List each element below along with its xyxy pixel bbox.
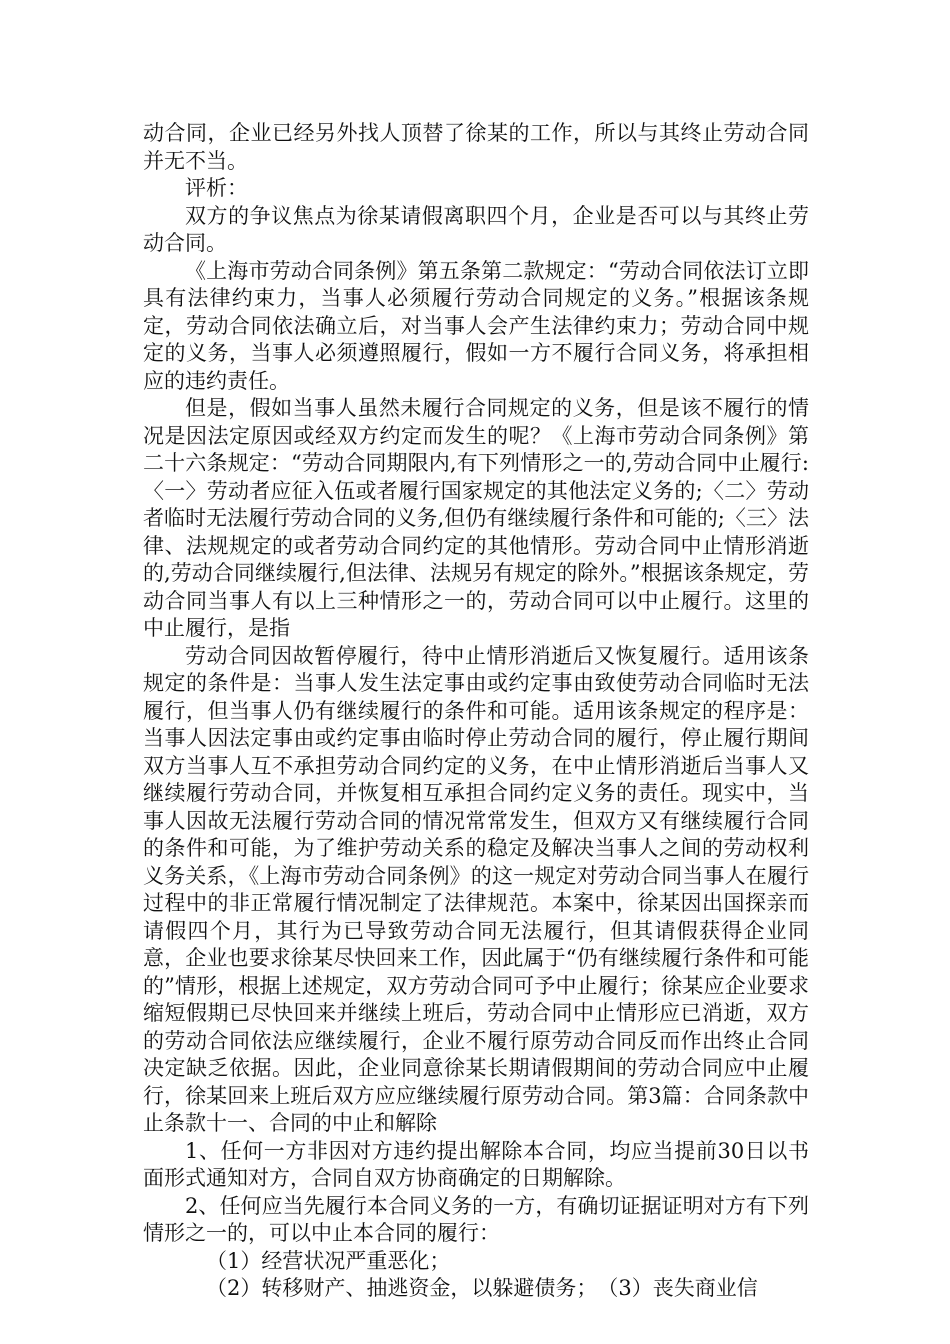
- paragraph-dispute-focus: 双方的争议焦点为徐某请假离职四个月，企业是否可以与其终止劳动合同。: [143, 203, 809, 255]
- paragraph-list-item-two: （2）转移财产、抽逃资金，以躲避债务； （3）丧失商业信: [206, 1276, 758, 1300]
- paragraph-analysis-heading: 评析：: [185, 176, 248, 200]
- paragraph-list-item-one: （1）经营状况严重恶化；: [206, 1248, 451, 1273]
- paragraph-suspension-explanation: 劳动合同因故暂停履行，待中止情形消逝后又恢复履行。适用该条规定的条件是：当事人发生法定事由或约定事由致使劳动合同临时无法履行，但当事人仍有继续履行的条件和可能。适用该条规定的程序是：当事人因法定事由或约定事由临时停止劳动合同的履行，停止履行期间双方当事人互不承担劳动合同约定的义务，在中止情形消逝后当事人又继续履行劳动合同，并恢复相互承担合同约定义务的责任。现实中，当事人因故无法履行劳动合同的情况常常发生，但双方又有继续履行合同的条件和可能，为了维护劳动关系的稳定及解决当事人之间的劳动权利义务关系，《上海市劳动合同条例》的这一规定对劳动合同当事人在履行过程中的非正常履行情况制定了法律规范。本案中，徐某因出国探亲而请假四个月，其行为已导致劳动合同无法履行，但其请假获得企业同意，企业也要求徐某尽快回来工作，因此属于“仍有继续履行条件和可能的”情形，根据上述规定，双方劳动合同可予中止履行；徐某应企业要求缩短假期已尽快回来并继续上班后，劳动合同中止情形应已消逝，双方的劳动合同依法应继续履行，企业不履行原劳动合同反而作出终止合同决定缺乏依据。因此，企业同意徐某长期请假期间的劳动合同应中止履行，徐某回来上班后双方应应继续履行原劳动合同。第3篇：合同条款中止条款十一、合同的中止和解除: [143, 643, 809, 1135]
- paragraph-article-twenty-six: 但是，假如当事人虽然未履行合同规定的义务，但是该不履行的情况是因法定原因或经双方约定而发生的呢？《上海市劳动合同条例》第二十六条规定：“劳动合同期限内,有下列情形之一的,劳动合同中止履行:〈一〉劳动者应征入伍或者履行国家规定的其他法定义务的;〈二〉劳动者临时无法履行劳动合同的义务,但仍有继续履行条件和可能的;〈三〉法律、法规规定的或者劳动合同约定的其他情形。劳动合同中止情形消逝的,劳动合同继续履行,但法律、法规另有规定的除外。”根据该条规定，劳动合同当事人有以上三种情形之一的，劳动合同可以中止履行。这里的中止履行，是指: [143, 396, 809, 640]
- document-page: [143, 120, 809, 1303]
- paragraph-clause-one: 1、任何一方非因对方违约提出解除本合同，均应当提前30日以书面形式通知对方，合同自双方协商确定的日期解除。: [143, 1138, 809, 1190]
- paragraph-article-five: 《上海市劳动合同条例》第五条第二款规定：“劳动合同依法订立即具有法律约束力，当事人必须履行劳动合同规定的义务。”根据该条规定，劳动合同依法确立后，对当事人会产生法律约束力；劳动合同中规定的义务，当事人必须遵照履行，假如一方不履行合同义务，将承担相应的违约责任。: [143, 258, 809, 393]
- paragraph-continuation: 动合同，企业已经另外找人顶替了徐某的工作，所以与其终止劳动合同并无不当。: [143, 121, 809, 173]
- paragraph-clause-two: 2、任何应当先履行本合同义务的一方，有确切证据证明对方有下列情形之一的，可以中止本合同的履行：: [143, 1193, 809, 1245]
